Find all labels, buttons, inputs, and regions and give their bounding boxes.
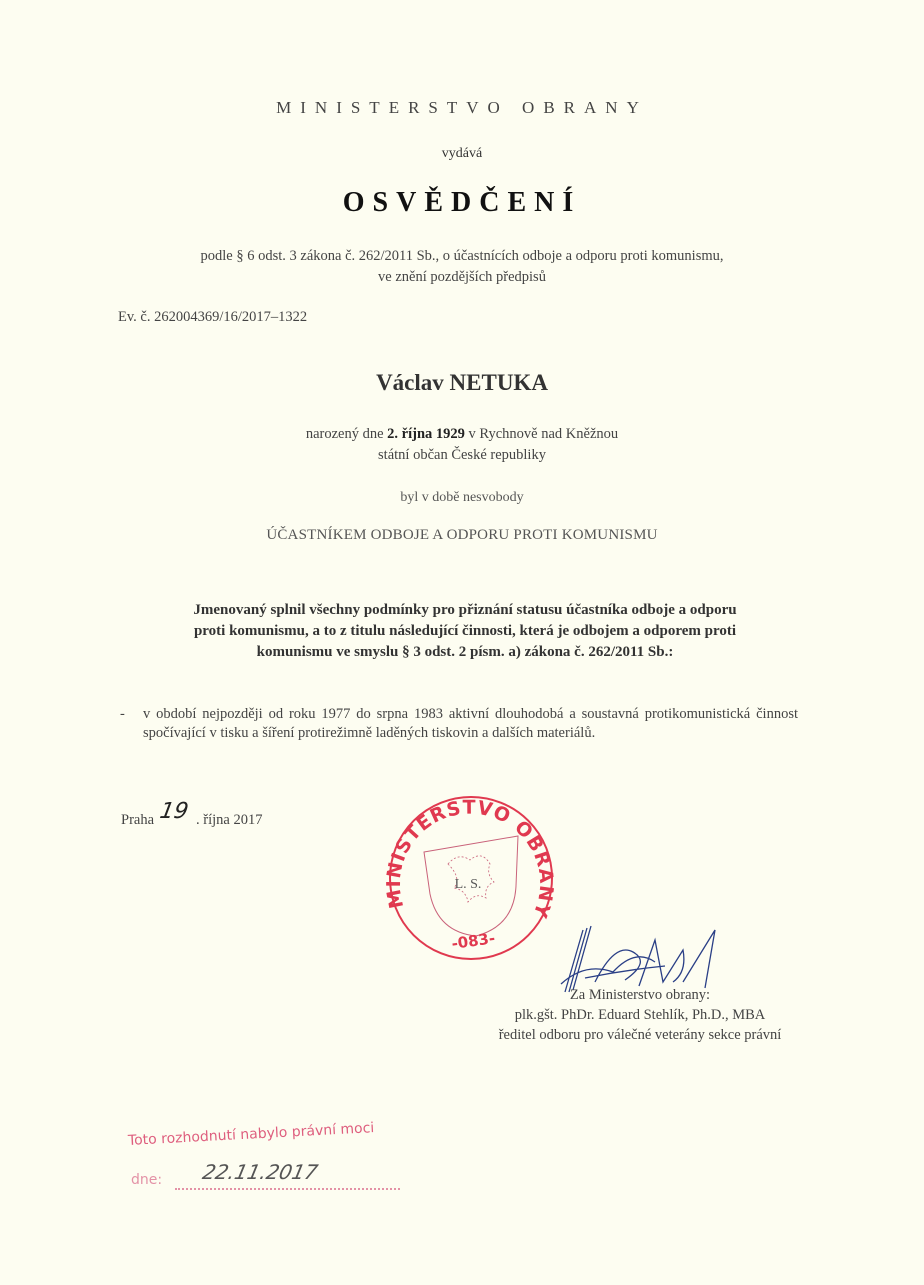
activity-list	[120, 705, 800, 743]
statement-line: proti komunismu, a to z titulu následující činnosti, která je odbojem a odporem proti	[193, 623, 737, 639]
legal-basis-line: podle § 6 odst. 3 zákona č. 262/2011 Sb., o účastnících odboje a odporu proti komunismu,	[200, 248, 724, 264]
seal-ls: L. S.	[454, 877, 482, 892]
evidence-number: Ev. č. 262004369/16/2017–1322	[118, 309, 308, 325]
first-name: Václav	[376, 370, 444, 395]
official-seal	[376, 794, 566, 964]
bullet-dash: -	[120, 706, 125, 722]
legal-basis	[0, 246, 924, 288]
seal-number: -083-	[450, 929, 497, 954]
issue-place-date	[121, 799, 263, 830]
document-title: OSVĚDČENÍ	[342, 187, 582, 218]
signatory-name: plk.gšt. PhDr. Eduard Stehlík, Ph.D., MBA	[514, 1007, 766, 1023]
during-text: byl v době nesvobody	[400, 490, 524, 505]
list-item	[120, 705, 800, 743]
issues-text: vydává	[441, 146, 483, 161]
seal-text: MINISTERSTVO OBRANY	[382, 796, 558, 922]
issue-month-year: . října 2017	[196, 812, 263, 828]
issue-place: Praha	[121, 812, 155, 828]
activity-text: v období nejpozději od roku 1977 do srpna 1983 aktivní dlouhodobá a soustavná protikomunistická činnost spočívající v tisku a šíření protirežimně laděných tiskovin a dalších materiálů.	[143, 706, 798, 741]
date-dotted-line	[175, 1188, 400, 1190]
statement-line: Jmenovaný splnil všechny podmínky pro přiznání statusu účastníka odboje a odporu	[193, 602, 737, 618]
statement-line: komunismu ve smyslu § 3 odst. 2 písm. a) zákona č. 262/2011 Sb.:	[256, 644, 674, 660]
signature-stroke	[561, 926, 715, 992]
last-name: NETUKA	[449, 370, 548, 395]
issuer-heading: MINISTERSTVO OBRANY	[276, 98, 648, 117]
birth-place: v Rychnově nad Kněžnou	[468, 426, 619, 442]
signatory-role: ředitel odboru pro válečné veterány sekce právní	[498, 1027, 782, 1043]
signature-for-line: Za Ministerstvo obrany:	[569, 987, 711, 1003]
status-text: ÚČASTNÍKEM ODBOJE A ODPORU PROTI KOMUNISMU	[266, 527, 658, 543]
handwritten-day: 19	[157, 799, 191, 824]
birth-date: 2. října 1929	[387, 426, 465, 442]
born-prefix: narozený dne	[305, 426, 384, 442]
handwritten-effect-date: 22.11.2017	[200, 1160, 321, 1184]
effect-date-label: dne:	[131, 1172, 163, 1188]
statement-paragraph	[130, 600, 800, 663]
birth-info	[0, 424, 924, 466]
citizenship: státní občan České republiky	[378, 447, 546, 463]
birth-line	[0, 424, 924, 445]
legal-basis-line: ve znění pozdějších předpisů	[378, 269, 546, 285]
legal-effect-stamp: Toto rozhodnutí nabylo právní moci	[127, 1120, 375, 1149]
person-name	[0, 370, 924, 396]
